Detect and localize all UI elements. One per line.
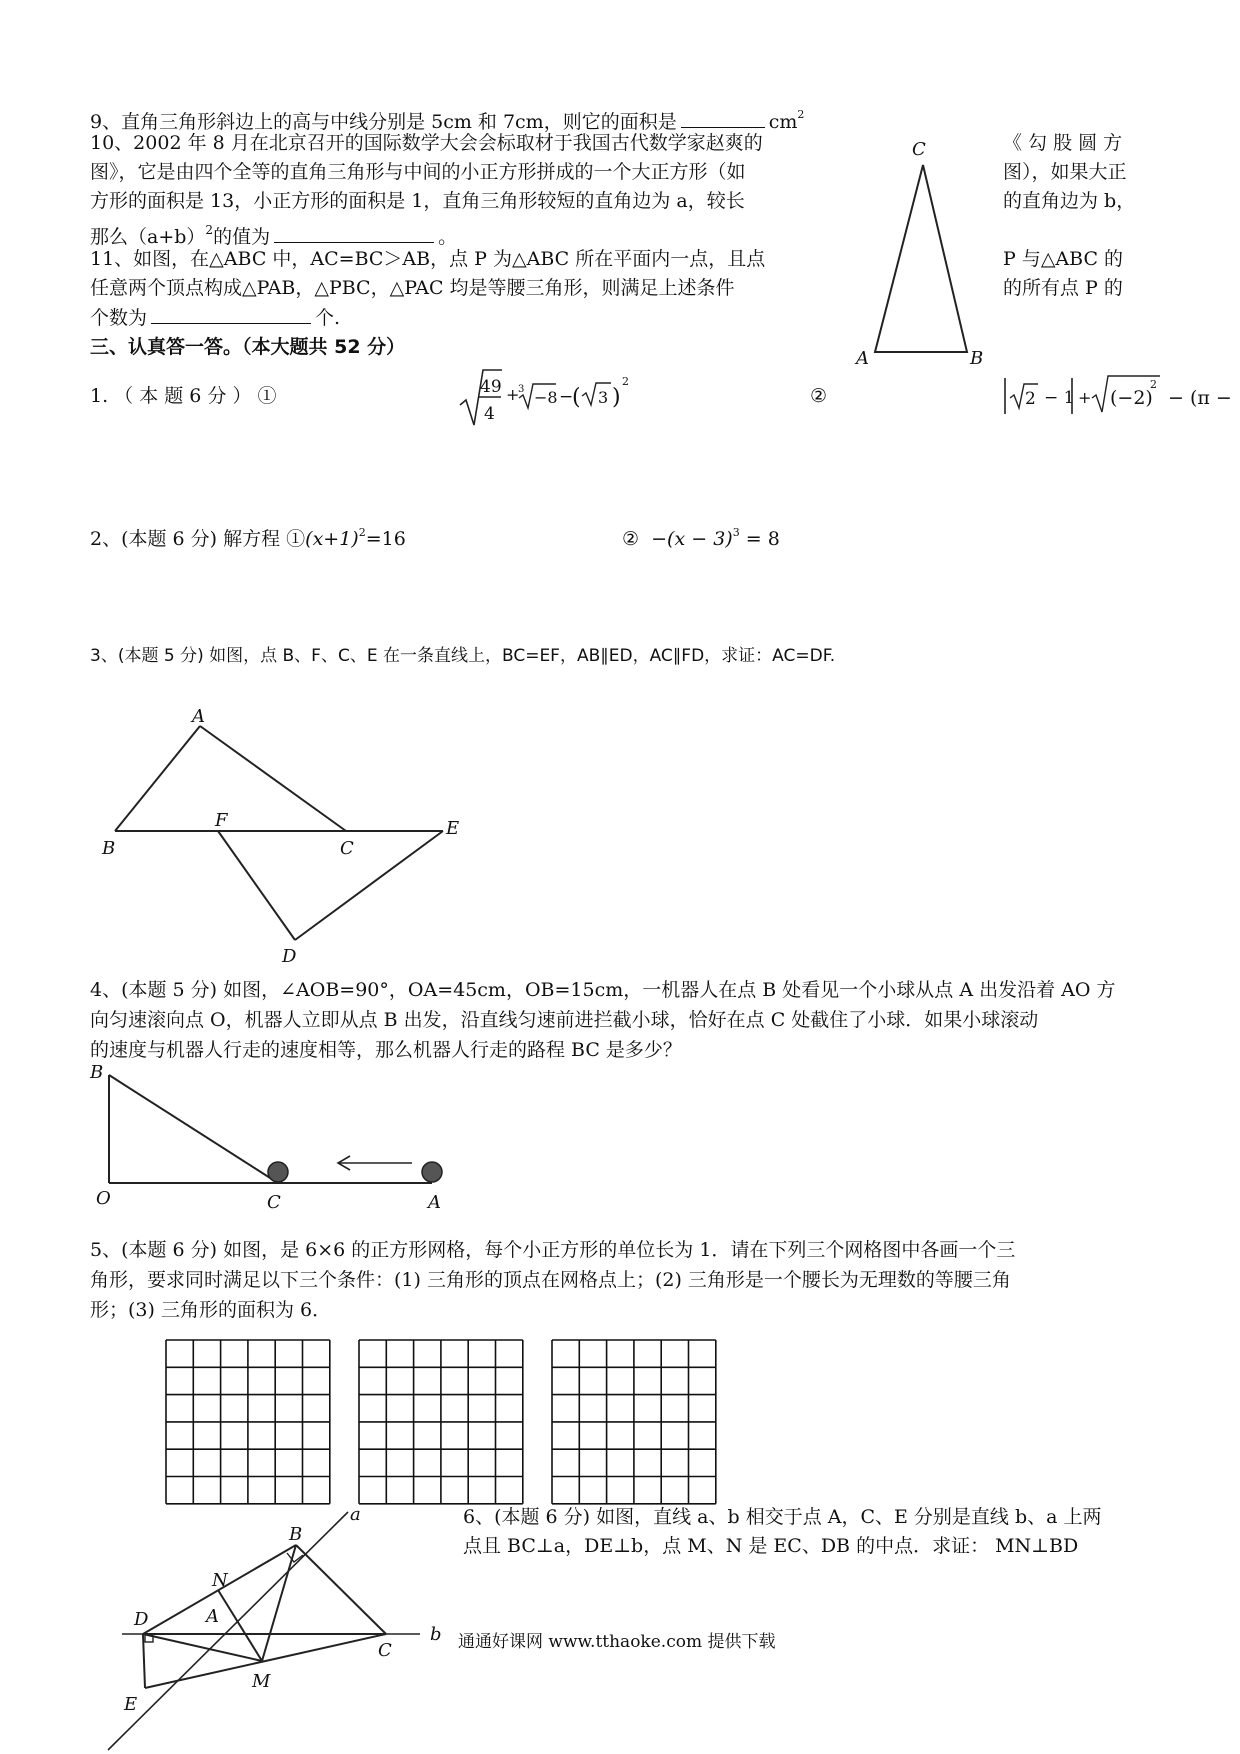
p4-l2: 向匀速滚向点 O，机器人立即从点 B 出发，沿直线匀速前进拦截小球，恰好在点 C 处截住了小球．如果小球滚动 — [90, 1009, 1039, 1031]
q9-text: 9、直角三角形斜边上的高与中线分别是 5cm 和 7cm，则它的面积是 — [90, 111, 677, 133]
q10-l2b: 图），如果大正 — [1003, 161, 1127, 183]
grid-2[interactable] — [359, 1340, 523, 1504]
p5-l3: 形；(3) 三角形的面积为 6． — [90, 1299, 332, 1321]
q9-line — [90, 103, 804, 134]
q11-l2a: 任意两个顶点构成△PAB，△PBC，△PAC 均是等腰三角形，则满足上述条件 — [90, 277, 735, 299]
grid-1[interactable] — [166, 1340, 330, 1504]
svg-text:a: a — [350, 1504, 361, 1525]
svg-text:M: M — [252, 1671, 271, 1692]
grid-3[interactable] — [552, 1340, 716, 1504]
q10-l3a: 方形的面积是 13，小正方形的面积是 1，直角三角形较短的直角边为 a，较长 — [90, 190, 745, 212]
svg-text:4: 4 — [484, 404, 495, 424]
svg-text:2: 2 — [622, 375, 629, 388]
svg-text:D: D — [282, 946, 297, 967]
svg-text:B: B — [289, 1524, 303, 1545]
label-B: B — [970, 348, 984, 369]
svg-text:2: 2 — [1150, 378, 1157, 391]
svg-text:(: ( — [572, 385, 581, 410]
svg-text:N: N — [212, 1570, 228, 1591]
p5-l1: 5、(本题 6 分) 如图，是 6×6 的正方形网格，每个小正方形的单位长为 1．请在下列三个网格图中各画一个三 — [90, 1239, 1016, 1261]
svg-text:3: 3 — [598, 388, 609, 407]
q9-unit-exp: 2 — [797, 108, 805, 121]
q10-l3b: 的直角边为 b， — [1003, 190, 1136, 212]
svg-text:−: − — [559, 387, 574, 407]
p4-l3: 的速度与机器人行走的速度相等，那么机器人行走的路程 BC 是多少？ — [90, 1039, 682, 1061]
svg-text:+: + — [1078, 388, 1092, 407]
svg-text:− (π −: − (π − — [1168, 387, 1232, 409]
triangle-abc — [875, 165, 967, 352]
p6-l2: 点且 BC⊥a，DE⊥b，点 M、N 是 EC、DB 的中点．求证： MN⊥BD — [463, 1535, 1079, 1557]
svg-text:B: B — [90, 1062, 104, 1083]
p2-eq2: ② $-(x - 3)^3 = 8$ — [622, 526, 780, 550]
svg-text:C: C — [340, 838, 354, 859]
q9-answer-blank[interactable] — [681, 109, 765, 128]
label-C: C — [912, 139, 926, 160]
svg-text:C: C — [378, 1640, 392, 1661]
svg-text:(−2): (−2) — [1110, 387, 1153, 409]
svg-text:49: 49 — [480, 377, 502, 397]
svg-text:3: 3 — [518, 384, 525, 395]
svg-text:F: F — [215, 810, 228, 831]
q10-l1b: 《 勾 股 圆 方 — [1003, 132, 1123, 154]
svg-text:C: C — [267, 1192, 281, 1213]
svg-text:+: + — [506, 385, 520, 404]
svg-text:D: D — [134, 1609, 149, 1630]
svg-text:): ) — [612, 385, 621, 410]
section3-heading: 三、认真答一答。（本大题共 52 分） — [90, 336, 406, 358]
svg-text:E: E — [124, 1694, 138, 1715]
svg-text:b: b — [430, 1624, 442, 1645]
q11-answer-blank[interactable] — [151, 305, 311, 324]
q10-l1a: 10、2002 年 8 月在北京召开的国际数学大会会标取材于我国古代数学家赵爽的 — [90, 132, 763, 154]
svg-text:A: A — [192, 706, 205, 727]
q11-l3: 个数为 个. — [90, 307, 341, 329]
p6-l1: 6、(本题 6 分) 如图，直线 a、b 相交于点 A，C、E 分别是直线 b、a 上两 — [463, 1506, 1102, 1528]
p2-line: 2、(本题 6 分) 解方程 $①(x+1)^2=16$ — [90, 526, 406, 550]
p1-label: 1. （ 本 题 6 分 ） ① — [90, 385, 277, 407]
svg-text:−8: −8 — [534, 388, 558, 407]
q10-l2a: 图》，它是由四个全等的直角三角形与中间的小正方形拼成的一个大正方形（如 — [90, 161, 746, 183]
svg-text:2: 2 — [1025, 389, 1036, 409]
svg-text:E: E — [446, 818, 460, 839]
p3-text: 3、(本题 5 分) 如图，点 B、F、C、E 在一条直线上，BC=EF，AB∥ED，AC∥FD，求证：AC=DF. — [90, 646, 836, 666]
ball-at-c — [268, 1162, 288, 1182]
svg-text:− 1: − 1 — [1044, 388, 1075, 408]
p1-circle2: ② — [810, 385, 828, 407]
p4-l1: 4、(本题 5 分) 如图，∠AOB=90°，OA=45cm，OB=15cm，一机器人在点 B 处看见一个小球从点 A 出发沿着 AO 方 — [90, 979, 1116, 1001]
svg-text:A: A — [206, 1606, 219, 1627]
q9-unit: cm — [768, 111, 798, 133]
q11-l1b: P 与△ABC 的 — [1003, 248, 1124, 270]
q10-l4: 那么$(a+b)^2$的值为 。 — [90, 223, 458, 248]
ball-at-a — [422, 1162, 442, 1182]
label-A: A — [856, 348, 869, 369]
svg-text:O: O — [96, 1188, 111, 1209]
q10-answer-blank[interactable] — [274, 224, 434, 243]
p5-l2: 角形，要求同时满足以下三个条件：(1) 三角形的顶点在网格点上；(2) 三角形是一个腰长为无理数的等腰三角 — [90, 1269, 1011, 1291]
footer-credit: 通通好课网 www.tthaoke.com 提供下载 — [458, 1632, 776, 1652]
svg-text:A: A — [428, 1192, 441, 1213]
q11-l2b: 的所有点 P 的 — [1003, 277, 1123, 299]
svg-text:B: B — [102, 838, 116, 859]
q11-l1a: 11、如图，在△ABC 中，AC=BC＞AB，点 P 为△ABC 所在平面内一点，且点 — [90, 248, 766, 270]
